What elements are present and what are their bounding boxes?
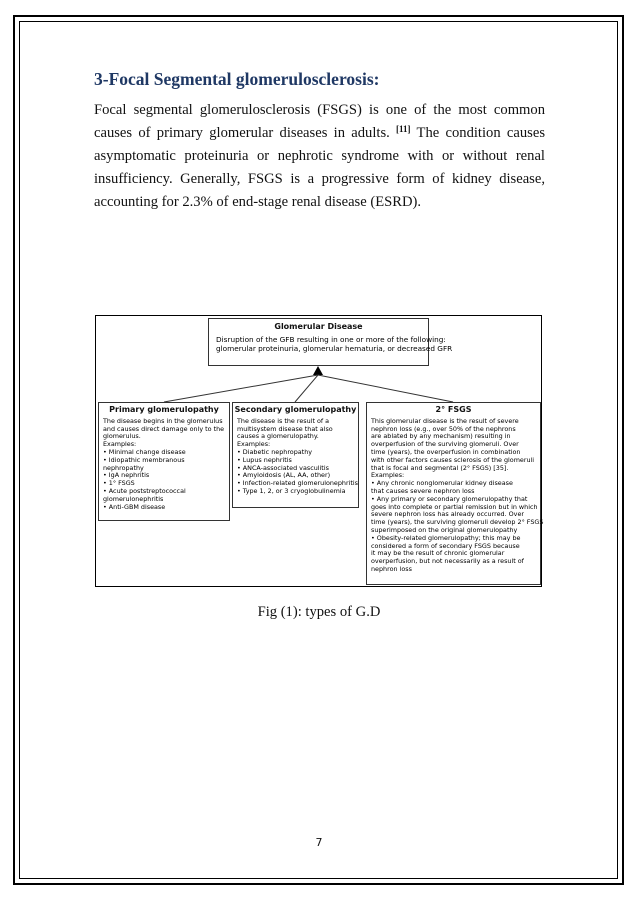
glomerular-disease-text — [209, 335, 453, 353]
box-text-line: Disruption of the GFB resulting in one or more of the following: — [216, 335, 446, 344]
secondary-fsgs-title: 2° FSGS — [435, 405, 472, 414]
box-text-line: nephron loss — [371, 564, 412, 573]
figure-diagram — [95, 315, 542, 587]
box-text-line: • IgA nephritis — [103, 471, 150, 480]
box-text-line: that is focal and segmental (2° FSGS) [35]. — [371, 463, 509, 472]
box-text-line: nephropathy — [103, 463, 144, 472]
body-paragraph — [94, 99, 545, 214]
box-text-line: • Acute poststreptococcal — [103, 486, 186, 495]
box-text-line: • ANCA-associated vasculitis — [237, 463, 329, 472]
box-text-line: • Any primary or secondary glomerulopathy that — [371, 494, 528, 503]
box-text-line: • Any chronic nonglomerular kidney disease — [371, 479, 513, 488]
box-text-line: • Diabetic nephropathy — [237, 447, 313, 456]
box-text-line: and causes direct damage only to the — [103, 424, 225, 433]
box-text-line: Examples: — [237, 440, 271, 449]
box-text-line: severe nephron loss has already occurred. Over — [371, 510, 525, 519]
arrow-line-fsgs — [318, 375, 453, 402]
box-text-line: glomerulonephritis — [103, 494, 164, 503]
box-text-line: • Lupus nephritis — [237, 455, 292, 464]
paragraph-text-start: Focal segmental glomerulosclerosis (FSGS) is one of the most common causes of primary glomerular diseases in adults. — [94, 102, 545, 141]
box-text-line: superimposed on the original glomerulopathy — [371, 525, 518, 534]
box-text-line: glomerulus. — [103, 432, 141, 441]
glomerular-disease-box — [208, 318, 453, 366]
primary-glomerulopathy-box — [98, 402, 230, 521]
arrow-line-secondary — [295, 375, 318, 402]
box-text-line: • Anti-GBM disease — [103, 502, 166, 511]
secondary-fsgs-text — [367, 416, 544, 574]
box-text-line: that causes severe nephron loss — [371, 486, 475, 495]
box-text-line: The disease begins in the glomerulus — [103, 416, 223, 425]
box-text-line: • 1° FSGS — [103, 479, 135, 488]
arrowhead — [313, 366, 323, 375]
box-text-line: • Minimal change disease — [103, 447, 186, 456]
section-heading: 3-Focal Segmental glomerulosclerosis: — [94, 69, 380, 89]
box-text-line: • Idiopathic membranous — [103, 455, 185, 464]
box-text-line: Examples: — [103, 440, 137, 449]
box-text-line: glomerular proteinuria, glomerular hematuria, or decreased GFR — [216, 344, 453, 353]
box-text-line: with other factors causes sclerosis of the glomeruli — [371, 455, 535, 464]
box-text-line: • Amyloidosis (AL, AA, other) — [237, 471, 331, 480]
box-text-line: it may be the result of chronic glomerular — [371, 549, 505, 558]
glomerular-disease-title: Glomerular Disease — [274, 322, 363, 331]
citation-reference: [11] — [396, 124, 411, 134]
paragraph-text-end: The condition causes asymptomatic proteinuria or nephrotic syndrome with or without renal insufficiency. Generally, FSGS is a progressive form of kidney disease, accounting for 2.3% of end-stage renal disease (ESRD). — [94, 125, 545, 210]
box-text-line: The disease is the result of a — [237, 416, 330, 425]
secondary-glomerulopathy-box — [232, 402, 359, 508]
secondary-fsgs-box — [366, 402, 544, 585]
box-text-line: goes into complete or partial remission but in which — [371, 502, 538, 511]
box-text-line: time (years), the surviving glomeruli develop 2° FSGS — [371, 518, 544, 527]
box-text-line: time (years), the overperfusion in combination — [371, 447, 521, 456]
primary-glomerulopathy-title: Primary glomerulopathy — [109, 405, 219, 414]
box-text-line: considered a form of secondary FSGS because — [371, 541, 520, 550]
box-text-line: • Obesity-related glomerulopathy; this may be — [371, 533, 521, 542]
box-text-line: causes a glomerulopathy. — [237, 432, 319, 441]
box-text-line: • Type 1, 2, or 3 cryoglobulinemia — [237, 486, 346, 495]
box-text-line: overperfusion, but not necessarily as a result of — [371, 557, 524, 566]
box-text-line: are ablated by any mechanism) resulting in — [371, 432, 511, 441]
box-text-line: This glomerular disease is the result of severe — [371, 416, 519, 425]
box-text-line: multisystem disease that also — [237, 424, 333, 433]
secondary-glomerulopathy-text — [233, 418, 358, 496]
box-text-line: • Infection-related glomerulonephritis — [237, 479, 358, 488]
box-text-line: Examples: — [371, 471, 405, 480]
primary-glomerulopathy-text — [99, 418, 229, 512]
figure-caption: Fig (1): types of G.D — [257, 604, 381, 620]
box-text-line: overperfusion of the surviving glomeruli. Over — [371, 440, 519, 449]
box-text-line: nephron loss (e.g., over 50% of the nephrons — [371, 424, 516, 433]
secondary-glomerulopathy-title: Secondary glomerulopathy — [234, 405, 357, 414]
arrow-line-primary — [164, 375, 318, 402]
page-number: 7 — [315, 836, 323, 849]
